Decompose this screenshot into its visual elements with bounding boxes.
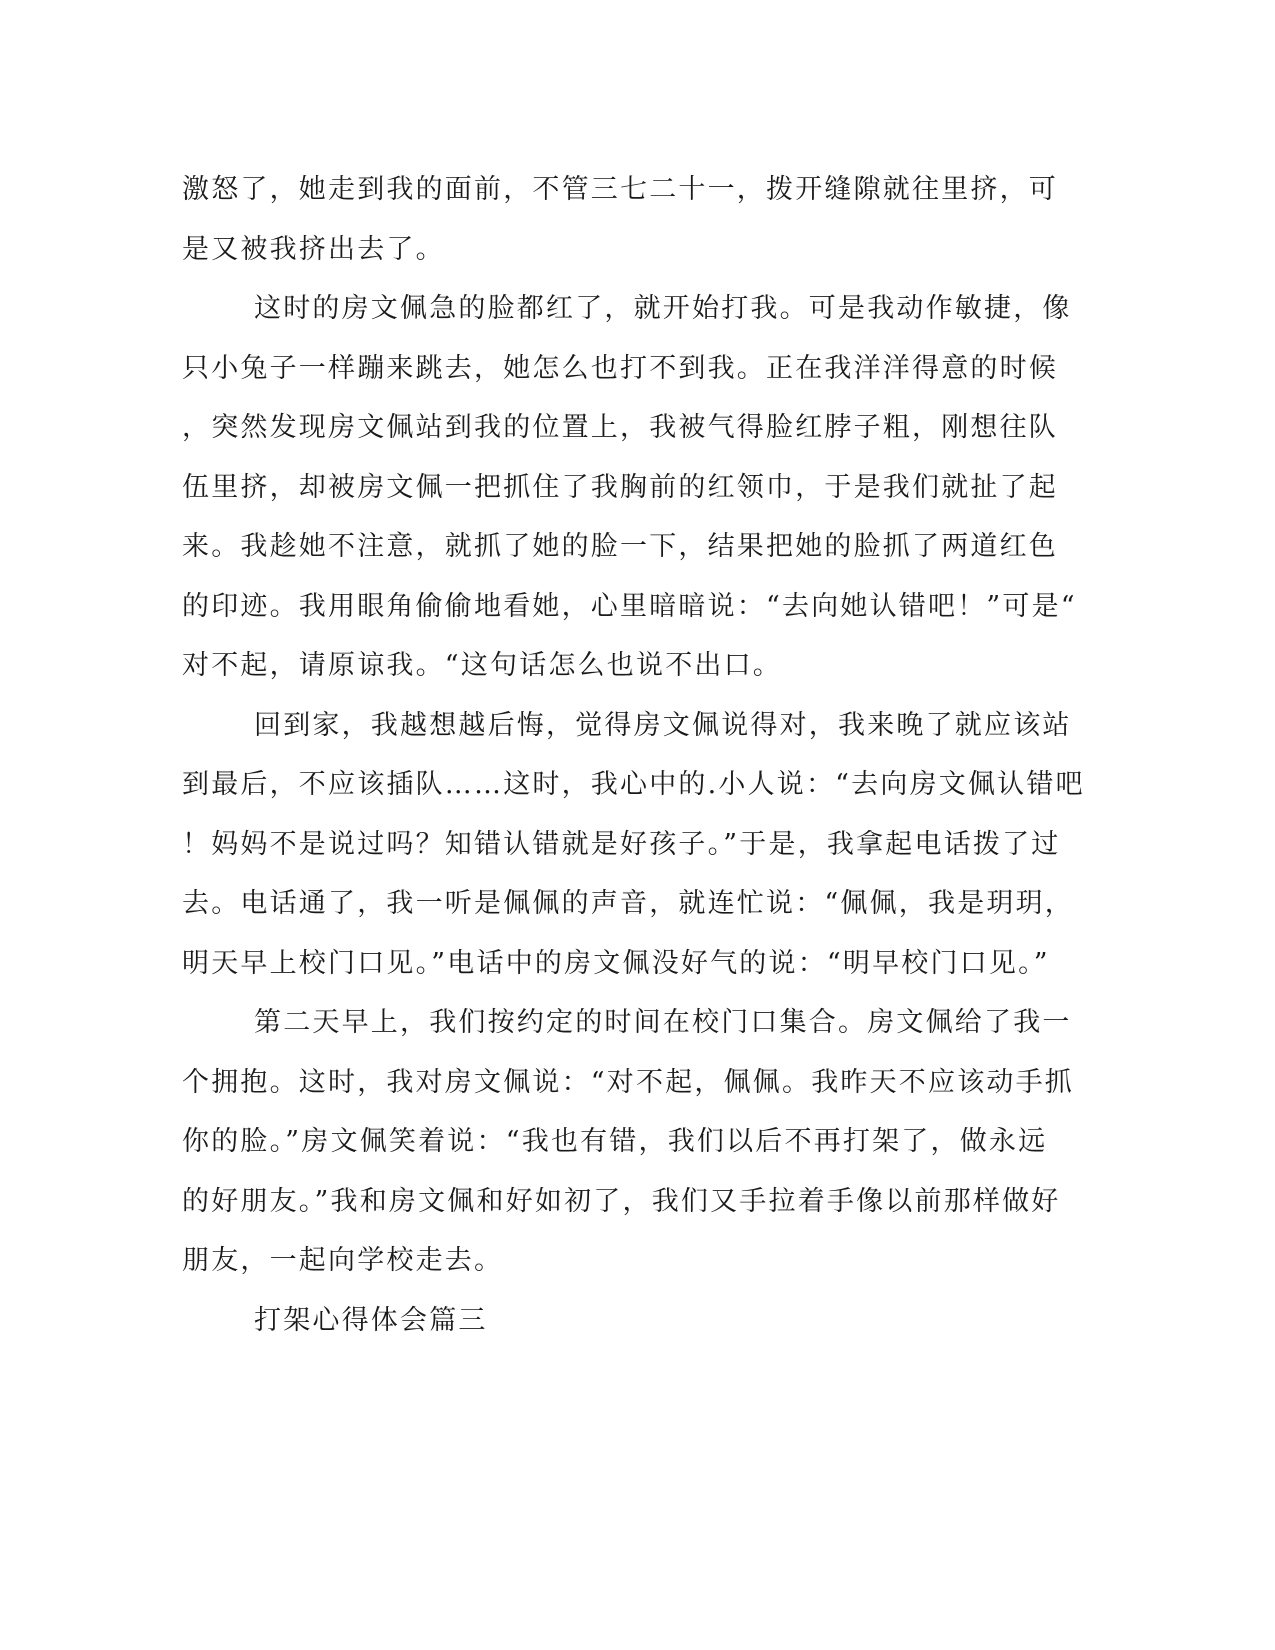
section-heading: 打架心得体会篇三 [254,1304,488,1336]
text-line: 只小兔子一样蹦来跳去，她怎么也打不到我。正在我洋洋得意的时候 [182,352,1058,384]
text-line: 你的脸。”房文佩笑着说：“我也有错，我们以后不再打架了，做永远 [182,1126,1048,1157]
text-line: 明天早上校门口见。”电话中的房文佩没好气的说：“明早校门口见。” [182,947,1050,979]
text-line: 的好朋友。”我和房文佩和好如初了，我们又手拉着手像以前那样做好 [182,1185,1061,1217]
text-line: 伍里挤，却被房文佩一把抓住了我胸前的红领巾，于是我们就扯了起 [182,471,1058,503]
text-line: 去。电话通了，我一听是佩佩的声音，就连忙说：“佩佩，我是玥玥， [182,888,1075,919]
text-line: 激怒了，她走到我的面前，不管三七二十一，拨开缝隙就往里挤，可 [182,174,1058,205]
text-line: 来。我趁她不注意，就抓了她的脸一下，结果把她的脸抓了两道红色 [182,531,1058,562]
text-line: ，突然发现房文佩站到我的位置上，我被气得脸红脖子粗，刚想往队 [182,412,1058,443]
text-line: 个拥抱。这时，我对房文佩说：“对不起，佩佩。我昨天不应该动手抓 [182,1066,1075,1098]
text-line: 朋友，一起向学校走去。 [182,1245,504,1276]
text-line: 是又被我挤出去了。 [182,233,445,265]
text-line: ！妈妈不是说过吗？知错认错就是好孩子。”于是，我拿起电话拨了过 [182,828,1061,860]
text-line: 对不起，请原谅我。“这句话怎么也说不出口。 [182,650,783,681]
body-text [182,160,1085,1350]
text-line: 到最后，不应该插队……这时，我心中的.小人说：“去向房文佩认错吧 [182,769,1085,800]
paragraph-start-line: 第二天早上，我们按约定的时间在校门口集合。房文佩给了我一 [254,1007,1072,1038]
paragraph-start-line: 这时的房文佩急的脸都红了，就开始打我。可是我动作敏捷，像 [254,293,1072,324]
paragraph-start-line: 回到家，我越想越后悔，觉得房文佩说得对，我来晚了就应该站 [254,709,1072,741]
text-line: 的印迹。我用眼角偷偷地看她，心里暗暗说：“去向她认错吧！”可是“ [182,590,1077,622]
